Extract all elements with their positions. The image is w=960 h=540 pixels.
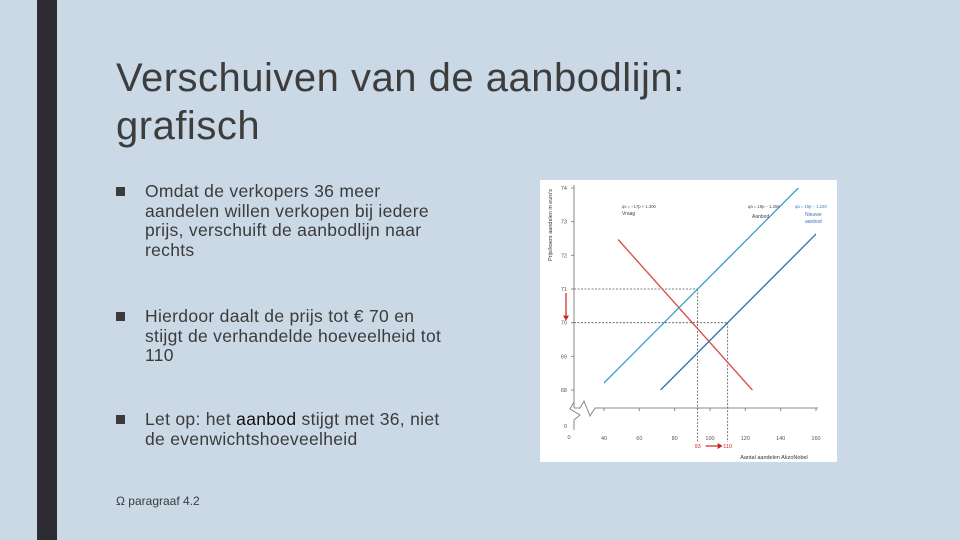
- square-bullet-icon: [116, 312, 125, 321]
- x-tick-label: 140: [776, 436, 786, 442]
- x-tick-label: 60: [636, 436, 643, 442]
- x-tick-label: 160: [811, 436, 821, 442]
- bullet-item: [116, 307, 456, 366]
- y-tick-label: 70: [560, 320, 567, 327]
- series-name: Vraag: [622, 211, 636, 217]
- series-name: Aanbod: [752, 214, 770, 220]
- x-axis: [574, 401, 818, 416]
- x-tick-label: 80: [671, 436, 678, 442]
- x-tick-label: 120: [740, 436, 750, 442]
- y-tick-label: 72: [560, 253, 567, 260]
- series-equation: qa = 19p − 1.256: [748, 204, 780, 209]
- square-bullet-icon: [116, 187, 125, 196]
- bullet-text: Omdat de verkopers 36 meer aandelen willen verkopen bij iedere prijs, verschuift de aanbodlijn naar rechts: [145, 181, 429, 260]
- footnote: Ω paragraaf 4.2: [116, 494, 200, 508]
- chart-svg: [540, 180, 837, 462]
- accent-bar: [37, 0, 57, 540]
- y-axis-break: [570, 402, 580, 430]
- supply-demand-chart: [540, 180, 837, 462]
- bullet-item: [116, 182, 456, 260]
- y-tick-label: 74: [560, 186, 567, 192]
- y-tick-label: 68: [560, 388, 567, 394]
- y-tick-label: 69: [560, 354, 567, 361]
- y-tick-label: 0: [563, 424, 567, 430]
- x-mark-label: 110: [723, 444, 733, 450]
- bold-aanbod: aanbod: [236, 409, 297, 429]
- series-line: [618, 240, 788, 430]
- x-axis-label: Aantal aandelen AkzoNobel: [740, 455, 808, 461]
- y-axis-label: Prijs/koers aandelen in euro's: [548, 189, 554, 261]
- square-bullet-icon: [116, 415, 125, 424]
- series-name: Nieuwe: [805, 212, 822, 218]
- x-tick-label: 100: [705, 436, 715, 442]
- bullet-item: [116, 410, 456, 449]
- bullet-text: Let op: het aanbod stijgt met 36, niet de evenwichtshoeveelheid: [145, 409, 440, 449]
- x-mark-label: 93: [694, 444, 701, 450]
- y-tick-label: 73: [560, 219, 567, 226]
- series-name: aanbod: [805, 219, 822, 225]
- x-tick-label: 0: [567, 435, 571, 441]
- y-tick-label: 71: [560, 287, 567, 293]
- quantity-rise-arrowhead: [718, 443, 723, 449]
- series-equation: qv = −17p + 1.300: [622, 204, 656, 209]
- x-tick-label: 40: [600, 436, 608, 442]
- slide-title: Verschuiven van de aanbodlijn: grafisch: [116, 56, 685, 148]
- bullet-text: Hierdoor daalt de prijs tot € 70 en stijgt de verhandelde hoeveelheid tot 110: [145, 306, 442, 365]
- series-equation: qa = 19p − 1.220: [795, 204, 827, 209]
